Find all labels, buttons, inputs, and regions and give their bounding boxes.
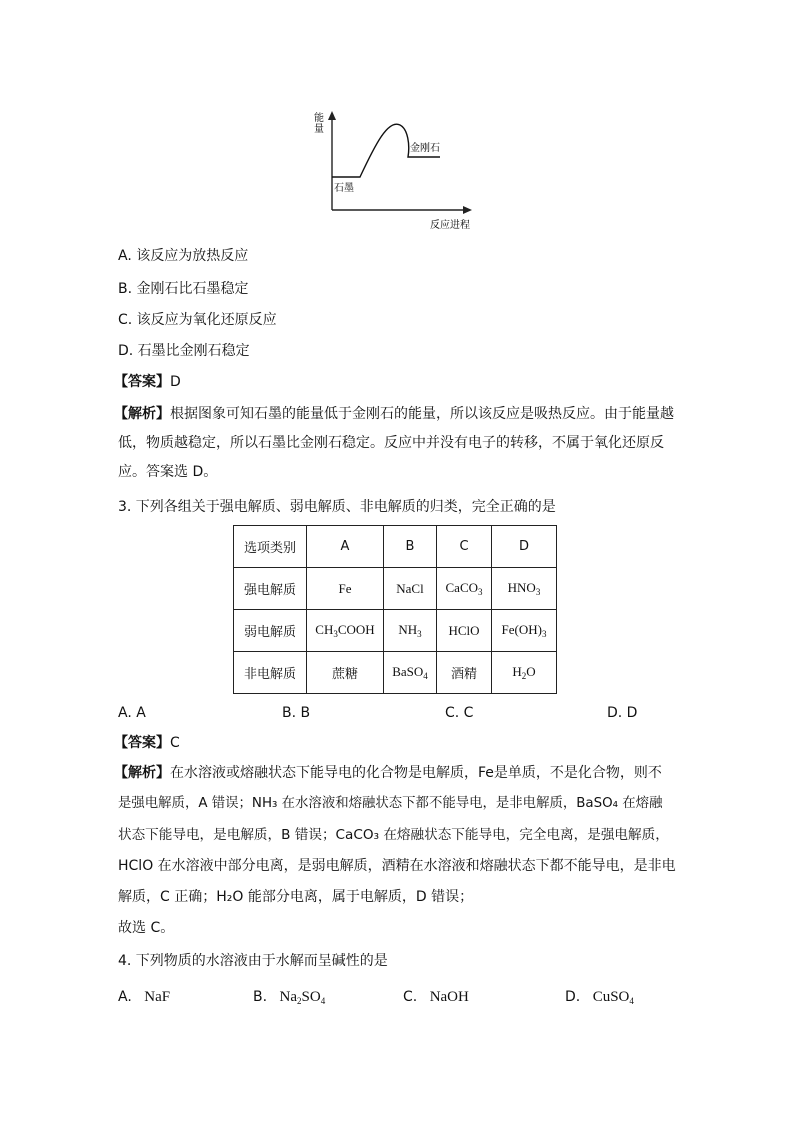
table-cell: [384, 610, 437, 652]
q3-analysis-line-2: 是强电解质，A 错误；NH₃ 在水溶液和熔融状态下都不能导电，是非电解质，BaSO₄ 在熔融: [118, 796, 663, 811]
x-axis-arrow-icon: [463, 206, 472, 214]
formula-main: CuSO: [592, 989, 630, 1005]
formula-sub: 3: [478, 587, 483, 597]
graphite-label: 石墨: [334, 183, 354, 194]
formula-pre: H: [512, 664, 522, 679]
y-axis-label-1: 能: [314, 113, 324, 124]
table-cell: HClO: [437, 610, 492, 652]
q3-answer: [114, 733, 180, 753]
formula-post: COOH: [337, 622, 375, 637]
q3-choice-b: B. B: [282, 705, 311, 721]
option-formula: [280, 989, 326, 1005]
table-cell: 非电解质: [234, 652, 307, 694]
q2-option-c: C. 该反应为氧化还原反应: [118, 312, 277, 328]
formula-sub: 4: [423, 671, 428, 681]
q3-analysis-line-1: [114, 763, 662, 783]
q3-analysis-line-3: 状态下能导电，是电解质，B 错误；CaCO₃ 在熔融状态下能导电，完全电离，是强电解质，: [118, 827, 669, 843]
table-cell: NaCl: [384, 568, 437, 610]
table-row: [234, 526, 557, 568]
q3-stem: 3. 下列各组关于强电解质、弱电解质、非电解质的归类，完全正确的是: [118, 499, 556, 515]
formula-post: SO: [301, 989, 321, 1005]
option-letter: A.: [118, 989, 132, 1005]
formula-main: HNO: [507, 580, 536, 595]
formula-sub: 3: [417, 629, 422, 639]
formula-post: O: [526, 664, 536, 679]
x-axis-label: 反应进程: [430, 220, 470, 231]
table-row: [234, 568, 557, 610]
answer-label: 【答案】: [114, 374, 170, 390]
table-cell: 强电解质: [234, 568, 307, 610]
q2-option-a: A. 该反应为放热反应: [118, 248, 249, 264]
formula-sub: 4: [629, 996, 634, 1006]
formula-sub: 3: [541, 629, 547, 639]
option-letter: D.: [565, 989, 581, 1005]
q2-option-d: D. 石墨比金刚石稳定: [118, 343, 250, 359]
table-header-cell: 选项类别: [234, 526, 307, 568]
y-axis-label-2: 量: [314, 124, 324, 135]
option-letter: C.: [403, 989, 418, 1005]
y-axis-arrow-icon: [328, 111, 336, 120]
q3-analysis-line-6: 故选 C。: [118, 920, 175, 936]
option-formula: NaF: [144, 989, 171, 1005]
q4-stem: 4. 下列物质的水溶液由于水解而呈碱性的是: [118, 953, 388, 969]
option-formula: [593, 989, 634, 1005]
q3-choice-d: D. D: [607, 705, 638, 721]
table-row: [234, 652, 557, 694]
table-cell: [437, 568, 492, 610]
formula-main: Fe(OH): [501, 622, 542, 637]
table-cell: [384, 652, 437, 694]
q4-option-a: [118, 987, 170, 1007]
formula-main: CaCO: [445, 580, 478, 595]
analysis-text: 根据图象可知石墨的能量低于金刚石的能量，所以该反应是吸热反应。由于能量越低，物质越稳定，所以石墨比金刚石稳定。反应中并没有电子的转移，不属于氧化还原反应。答案选 D。: [118, 406, 674, 480]
table-cell: 弱电解质: [234, 610, 307, 652]
table-cell: [492, 568, 557, 610]
formula-pre: CH: [315, 622, 334, 637]
table-cell: [492, 652, 557, 694]
formula-sub: 2: [297, 996, 302, 1006]
table-header-cell: C: [437, 526, 492, 568]
option-formula: NaOH: [429, 989, 469, 1005]
formula-main: BaSO: [392, 664, 424, 679]
table-header-cell: A: [307, 526, 384, 568]
q4-option-b: [253, 987, 325, 1011]
energy-diagram: [300, 105, 490, 235]
classification-table: [233, 525, 557, 694]
q2-answer: [114, 372, 181, 392]
table-header-cell: B: [384, 526, 437, 568]
answer-label: 【答案】: [114, 735, 170, 751]
analysis-label: 【解析】: [114, 406, 170, 422]
table-row: [234, 610, 557, 652]
q3-choice-a: A. A: [118, 705, 146, 721]
formula-main: Na: [279, 989, 298, 1005]
q3-analysis-line-4: HClO 在水溶液中部分电离，是弱电解质，酒精在水溶液和熔融状态下都不能导电，是非电: [118, 858, 676, 874]
answer-value: C: [170, 735, 180, 751]
q3-analysis-line-5: 解质，C 正确；H₂O 能部分电离，属于电解质，D 错误；: [118, 889, 474, 905]
q2-option-b: B. 金刚石比石墨稳定: [118, 281, 249, 297]
table-cell: [492, 610, 557, 652]
table-cell: 酒精: [437, 652, 492, 694]
q4-option-c: [403, 987, 469, 1007]
analysis-text: 在水溶液或熔融状态下能导电的化合物是电解质，Fe是单质，不是化合物，则不: [170, 765, 662, 781]
table-header-cell: D: [492, 526, 557, 568]
table-cell: 蔗糖: [307, 652, 384, 694]
answer-value: D: [170, 374, 181, 390]
formula-sub: 2: [521, 671, 527, 681]
table-cell: Fe: [307, 568, 384, 610]
table-cell: [307, 610, 384, 652]
formula-sub: 4: [320, 996, 326, 1006]
analysis-label: 【解析】: [114, 765, 170, 781]
q4-option-d: [565, 987, 634, 1011]
option-letter: B.: [253, 989, 268, 1005]
q2-analysis: [114, 400, 678, 487]
q3-choice-c: C. C: [445, 705, 474, 721]
diamond-label: 金刚石: [410, 143, 440, 154]
formula-main: NH: [398, 622, 418, 637]
formula-sub: 3: [333, 629, 338, 639]
formula-sub: 3: [535, 587, 541, 597]
